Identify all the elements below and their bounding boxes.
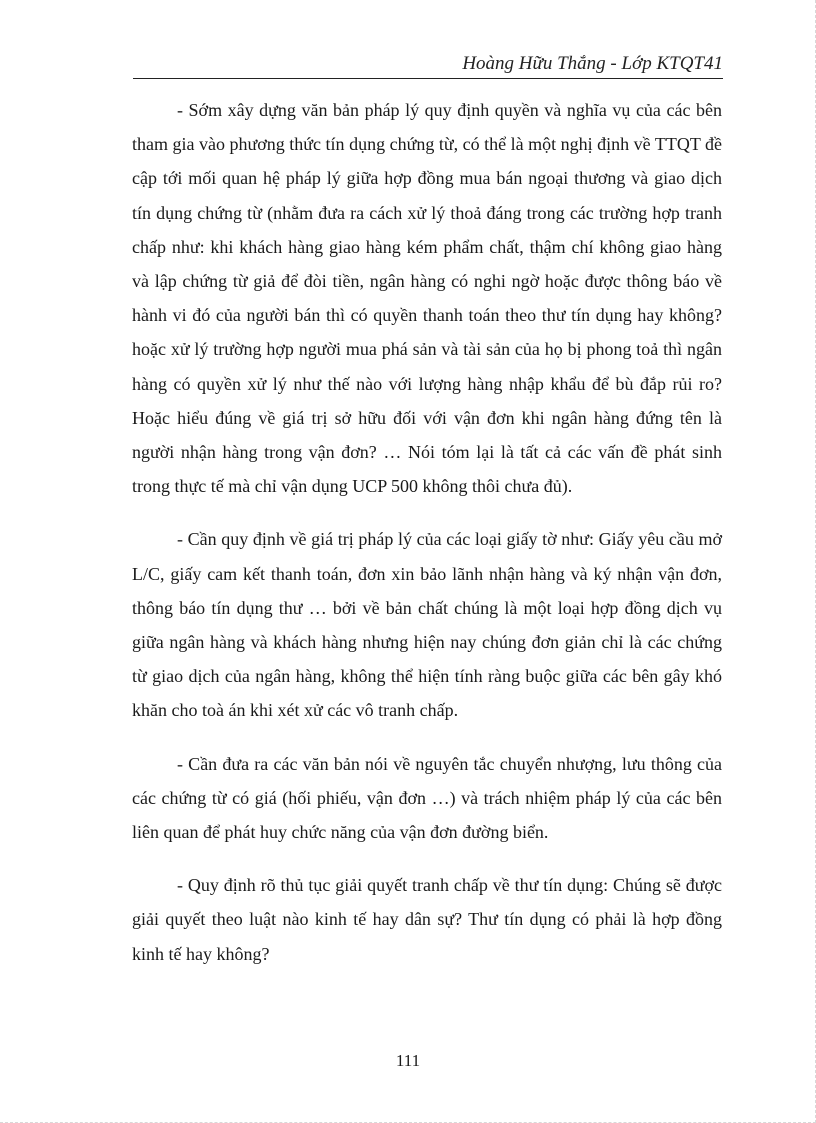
running-header [133, 52, 723, 79]
document-body [132, 93, 722, 990]
paragraph-transfer-principles: - Cần đưa ra các văn bản nói về nguyên tắc chuyển nhượng, lưu thông của các chứng từ có giá (hối phiếu, vận đơn …) và trách nhiệm pháp lý của các bên liên quan để phát huy chức năng của vận đơn đường biển. [132, 753, 722, 843]
paragraph-document-validity: - Cần quy định về giá trị pháp lý của các loại giấy tờ như: Giấy yêu cầu mở L/C, giấy cam kết thanh toán, đơn xin bảo lãnh nhận hàng và ký nhận vận đơn, thông báo tín dụng thư … bởi về bản chất chúng là một loại hợp đồng dịch vụ giữa ngân hàng và khách hàng nhưng hiện nay chúng đơn giản chỉ là các chứng từ giao dịch của ngân hàng, không thể hiện tính ràng buộc giữa các bên gây khó khăn cho toà án khi xét xử các vô tranh chấp. [132, 529, 722, 721]
header-author-class: Hoàng Hữu Thắng - Lớp KTQT41 [462, 53, 723, 74]
page-number: 111 [395, 1051, 421, 1070]
paragraph-dispute-resolution: - Quy định rõ thủ tục giải quyết tranh chấp về thư tín dụng: Chúng sẽ được giải quyết theo luật nào kinh tế hay dân sự? Thư tín dụng có phải là hợp đồng kinh tế hay không? [132, 875, 722, 964]
paragraph-legal-framework: - Sớm xây dựng văn bản pháp lý quy định quyền và nghĩa vụ của các bên tham gia vào phương thức tín dụng chứng từ, có thể là một nghị định về TTQT đề cập tới mối quan hệ pháp lý giữa hợp đồng mua bán ngoại thương và giao dịch tín dụng chứng từ (nhằm đưa ra cách xử lý thoả đáng trong các trường hợp tranh chấp như: khi khách hàng giao hàng kém phẩm chất, thậm chí không giao hàng và lập chứng từ giả để đòi tiền, ngân hàng có nghi ngờ hoặc được thông báo về hành vi đó của người bán thì có quyền thanh toán theo thư tín dụng hay không? hoặc xử lý trường hợp người mua phá sản và tài sản của họ bị phong toả thì ngân hàng có quyền xử lý như thế nào với lượng hàng nhập khẩu để bù đắp rủi ro? Hoặc hiểu đúng về giá trị sở hữu đối với vận đơn khi ngân hàng đứng tên là người nhận hàng trong vận đơn? … Nói tóm lại là tất cả các vấn đề phát sinh trong thực tế mà chỉ vận dụng UCP 500 không thôi chưa đủ). [132, 100, 722, 497]
